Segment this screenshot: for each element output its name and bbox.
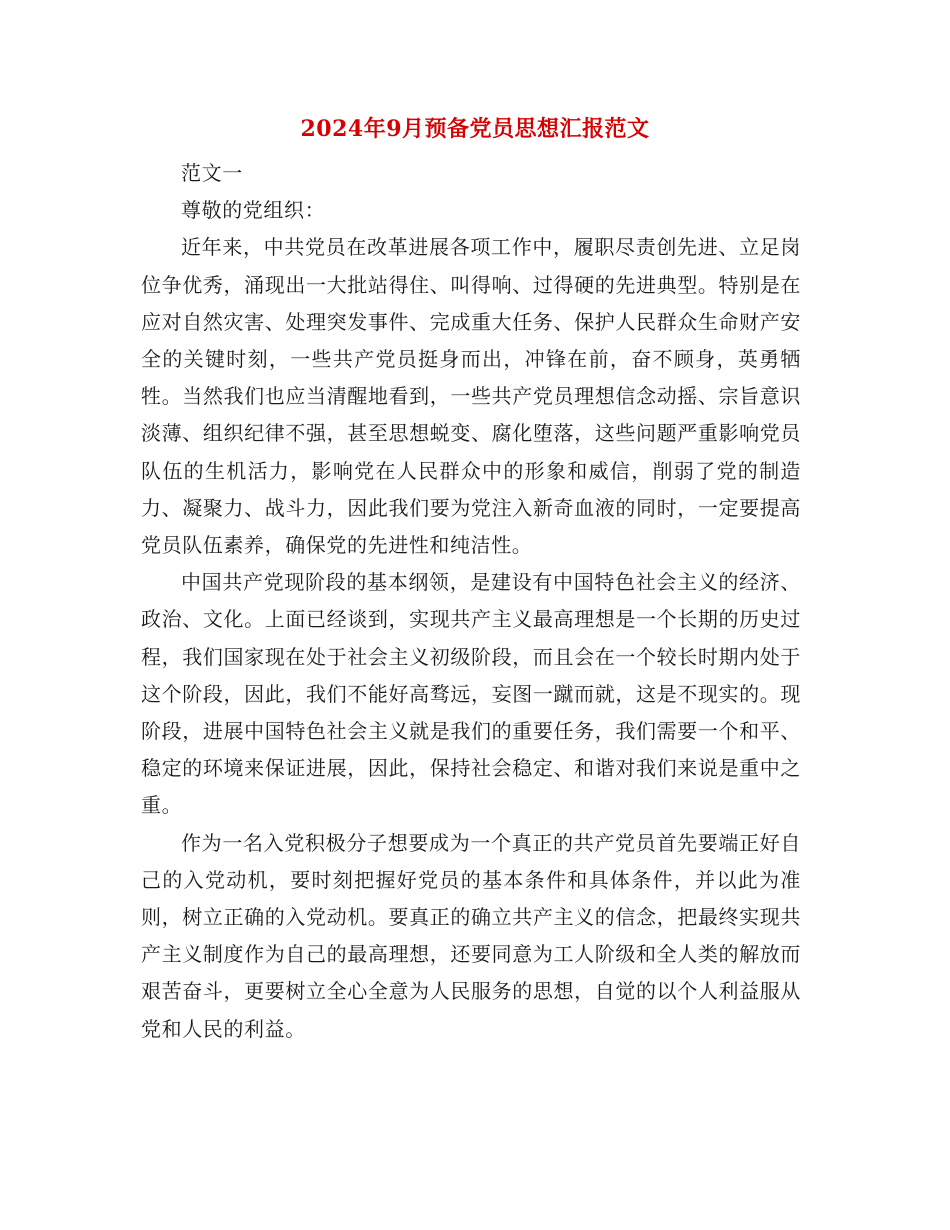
document-title: 2024年9月预备党员思想汇报范文 <box>300 116 650 142</box>
paragraph: 作为一名入党积极分子想要成为一个真正的共产党员首先要端正好自己的入党动机，要时刻把握好党员的基本条件和具体条件，并以此为准则，树立正确的入党动机。要真正的确立共产主义的信念，把最终实现共产主义制度作为自己的最高理想，还要同意为工人阶级和全人类的解放而艰苦奋斗，更要树立全心全意为人民服务的思想，自觉的以个人利益服从党和人民的利益。 <box>141 830 801 1041</box>
paragraph-salutation: 尊敬的党组织： <box>181 198 326 223</box>
paragraph-heading: 范文一 <box>181 161 243 185</box>
paragraph: 中国共产党现阶段的基本纲领，是建设有中国特色社会主义的经济、政治、文化。上面已经谈到，实现共产主义最高理想是一个长期的历史过程，我们国家现在处于社会主义初级阶段，而且会在一个较长时期内处于这个阶段，因此，我们不能好高骛远，妄图一蹴而就，这是不现实的。现阶段，进展中国特色社会主义就是我们的重要任务，我们需要一个和平、稳定的环境来保证进展，因此，保持社会稳定、和谐对我们来说是重中之重。 <box>141 570 801 818</box>
paragraph: 近年来，中共党员在改革进展各项工作中，履职尽责创先进、立足岗位争优秀，涌现出一大批站得住、叫得响、过得硬的先进典型。特别是在应对自然灾害、处理突发事件、完成重大任务、保护人民群众生命财产安全的关键时刻，一些共产党员挺身而出，冲锋在前，奋不顾身，英勇牺牲。当然我们也应当清醒地看到，一些共产党员理想信念动摇、宗旨意识淡薄、组织纪律不强，甚至思想蜕变、腐化堕落，这些问题严重影响党员队伍的生机活力，影响党在人民群众中的形象和威信，削弱了党的制造力、凝聚力、战斗力，因此我们要为党注入新奇血液的同时，一定要提高党员队伍素养，确保党的先进性和纯洁性。 <box>141 235 801 558</box>
document-body <box>141 155 801 1048</box>
